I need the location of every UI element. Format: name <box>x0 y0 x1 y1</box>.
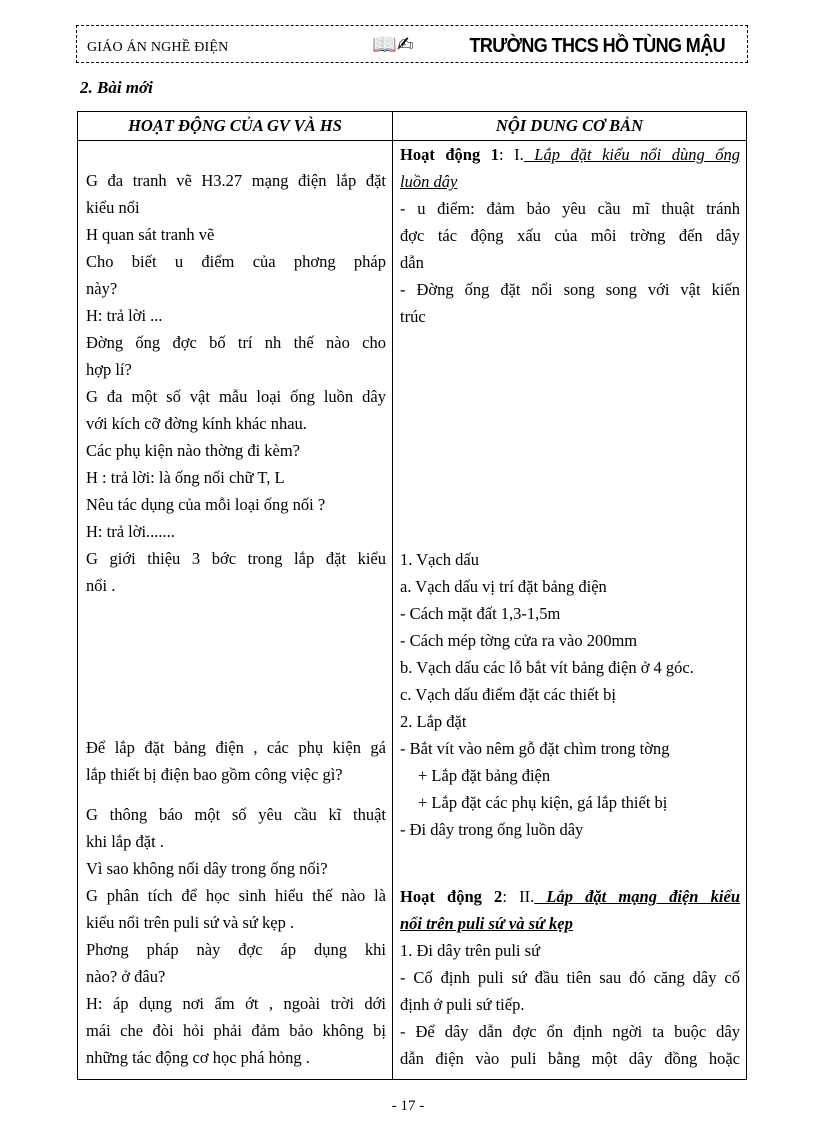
left-line: G thông báo một số yêu cầu kĩ thuật <box>86 805 386 824</box>
content-line: - Cố định puli sứ đầu tiên sau đó căng dây cố <box>400 968 740 987</box>
content-line: + Lắp đặt bảng điện <box>418 766 551 785</box>
left-line: Để lắp đặt bảng điện , các phụ kiện gá <box>86 738 386 757</box>
left-line: nào? ở đâu? <box>86 967 166 986</box>
content-line: 2. Lắp đặt <box>400 712 467 731</box>
activity-1-heading <box>400 141 740 168</box>
content-line: - Cách mặt đất 1,3-1,5m <box>400 604 561 623</box>
left-line: Phơng pháp này đợc áp dụng khi <box>86 940 386 959</box>
activities-cell <box>78 141 393 1080</box>
content-line: - Bắt vít vào nêm gỗ đặt chìm trong tờng <box>400 739 670 758</box>
left-line: H quan sát tranh vẽ <box>86 225 215 244</box>
left-line: G phân tích để học sinh hiểu thế nào là <box>86 886 386 905</box>
content-line: - Đờng ống đặt nổi song song với vật kiến <box>400 280 740 299</box>
left-line: với kích cỡ đờng kính khác nhau. <box>86 414 307 433</box>
left-line: kiểu nổi trên puli sứ và sứ kẹp . <box>86 913 295 932</box>
content-line: b. Vạch dấu các lỗ bắt vít bảng điện ở 4 góc. <box>400 658 694 677</box>
activity-1-title-b: luồn dây <box>400 172 458 191</box>
lesson-table <box>77 111 747 1080</box>
header-subject: GIÁO ÁN NGHỀ ĐIỆN <box>87 40 229 55</box>
activity-2-label: Hoạt động 2 <box>400 887 503 906</box>
left-line: Cho biết u điểm của phơng pháp <box>86 252 386 271</box>
left-line: hợp lí? <box>86 360 132 379</box>
activity-1-sep: : I. <box>499 145 524 164</box>
left-line: Đờng ống đợc bố trí nh thế nào cho <box>86 333 386 352</box>
content-line: + Lắp đặt các phụ kiện, gá lắp thiết bị <box>418 793 668 812</box>
content-line: dẫn điện vào puli bằng một dây đồng hoặc <box>400 1049 740 1068</box>
section-title: 2. Bài mới <box>80 78 153 97</box>
content-line: - Cách mép tờng cửa ra vào 200mm <box>400 631 638 650</box>
left-line: lắp thiết bị điện bao gồm công việc gì? <box>86 765 343 784</box>
left-line: Các phụ kiện nào thờng đi kèm? <box>86 441 301 460</box>
left-line: nổi . <box>86 576 116 595</box>
activity-2-heading <box>400 883 740 910</box>
left-line: kiểu nổi <box>86 198 140 217</box>
activity-2-title-b: nổi trên puli sứ và sứ kẹp <box>400 914 573 933</box>
activity-1-label: Hoạt động 1 <box>400 145 499 164</box>
page-header <box>76 25 748 63</box>
left-line: H: áp dụng nơi ẩm ớt , ngoài trời dới <box>86 994 386 1013</box>
table-row <box>78 141 747 1080</box>
left-line: H: trả lời....... <box>86 522 175 541</box>
left-line: H : trả lời: là ống nối chữ T, L <box>86 468 285 487</box>
content-line: đợc tác động xấu của môi trờng đến dây <box>400 226 740 245</box>
left-line: này? <box>86 279 118 298</box>
content-line: 1. Đi dây trên puli sứ <box>400 941 541 960</box>
column-header-content: NỘI DUNG CƠ BẢN <box>393 112 747 141</box>
content-cell <box>393 141 747 1080</box>
table-header-row <box>78 112 747 141</box>
left-line: khi lắp đặt . <box>86 832 164 851</box>
header-school: TRƯỜNG THCS HỒ TÙNG MẬU <box>469 33 725 57</box>
content-line: dẫn <box>400 253 424 272</box>
content-line: - u điểm: đảm bảo yêu cầu mĩ thuật tránh <box>400 199 740 218</box>
activity-1-title-a: Lắp đặt kiểu nổi dùng ống <box>523 145 740 164</box>
activity-2-sep: : II. <box>502 887 535 906</box>
content-line: định ở puli sứ tiếp. <box>400 995 525 1014</box>
content-line: c. Vạch dấu điểm đặt các thiết bị <box>400 685 616 704</box>
activity-2-title-cont <box>400 910 740 937</box>
left-line: H: trả lời ... <box>86 306 163 325</box>
left-line: những tác động cơ học phá hỏng . <box>86 1048 310 1067</box>
column-header-activities: HOẠT ĐỘNG CỦA GV VÀ HS <box>78 112 393 141</box>
left-line: mái che đòi hỏi phải đảm bảo không bị <box>86 1021 386 1040</box>
left-line: G giới thiệu 3 bớc trong lắp đặt kiểu <box>86 549 386 568</box>
content-line: 1. Vạch dấu <box>400 550 479 569</box>
activity-2-title-a: Lắp đặt mạng điện kiểu <box>534 887 740 906</box>
activity-1-title-cont <box>400 168 740 195</box>
content-line: - Đi dây trong ống luồn dây <box>400 820 584 839</box>
page-number: - 17 - <box>391 1098 425 1114</box>
left-line: G đa một số vật mẫu loại ống luồn dây <box>86 387 386 406</box>
content-line: a. Vạch dấu vị trí đặt bảng điện <box>400 577 607 596</box>
left-line: Vì sao không nối dây trong ống nối? <box>86 859 328 878</box>
content-line: trúc <box>400 307 426 326</box>
book-pen-icon: 📖✍ <box>372 32 414 56</box>
left-line: G đa tranh vẽ H3.27 mạng điện lắp đặt <box>86 171 386 190</box>
content-line: - Để dây dẫn đợc ổn định ngời ta buộc dây <box>400 1022 740 1041</box>
left-line: Nêu tác dụng của mỗi loại ống nối ? <box>86 495 326 514</box>
